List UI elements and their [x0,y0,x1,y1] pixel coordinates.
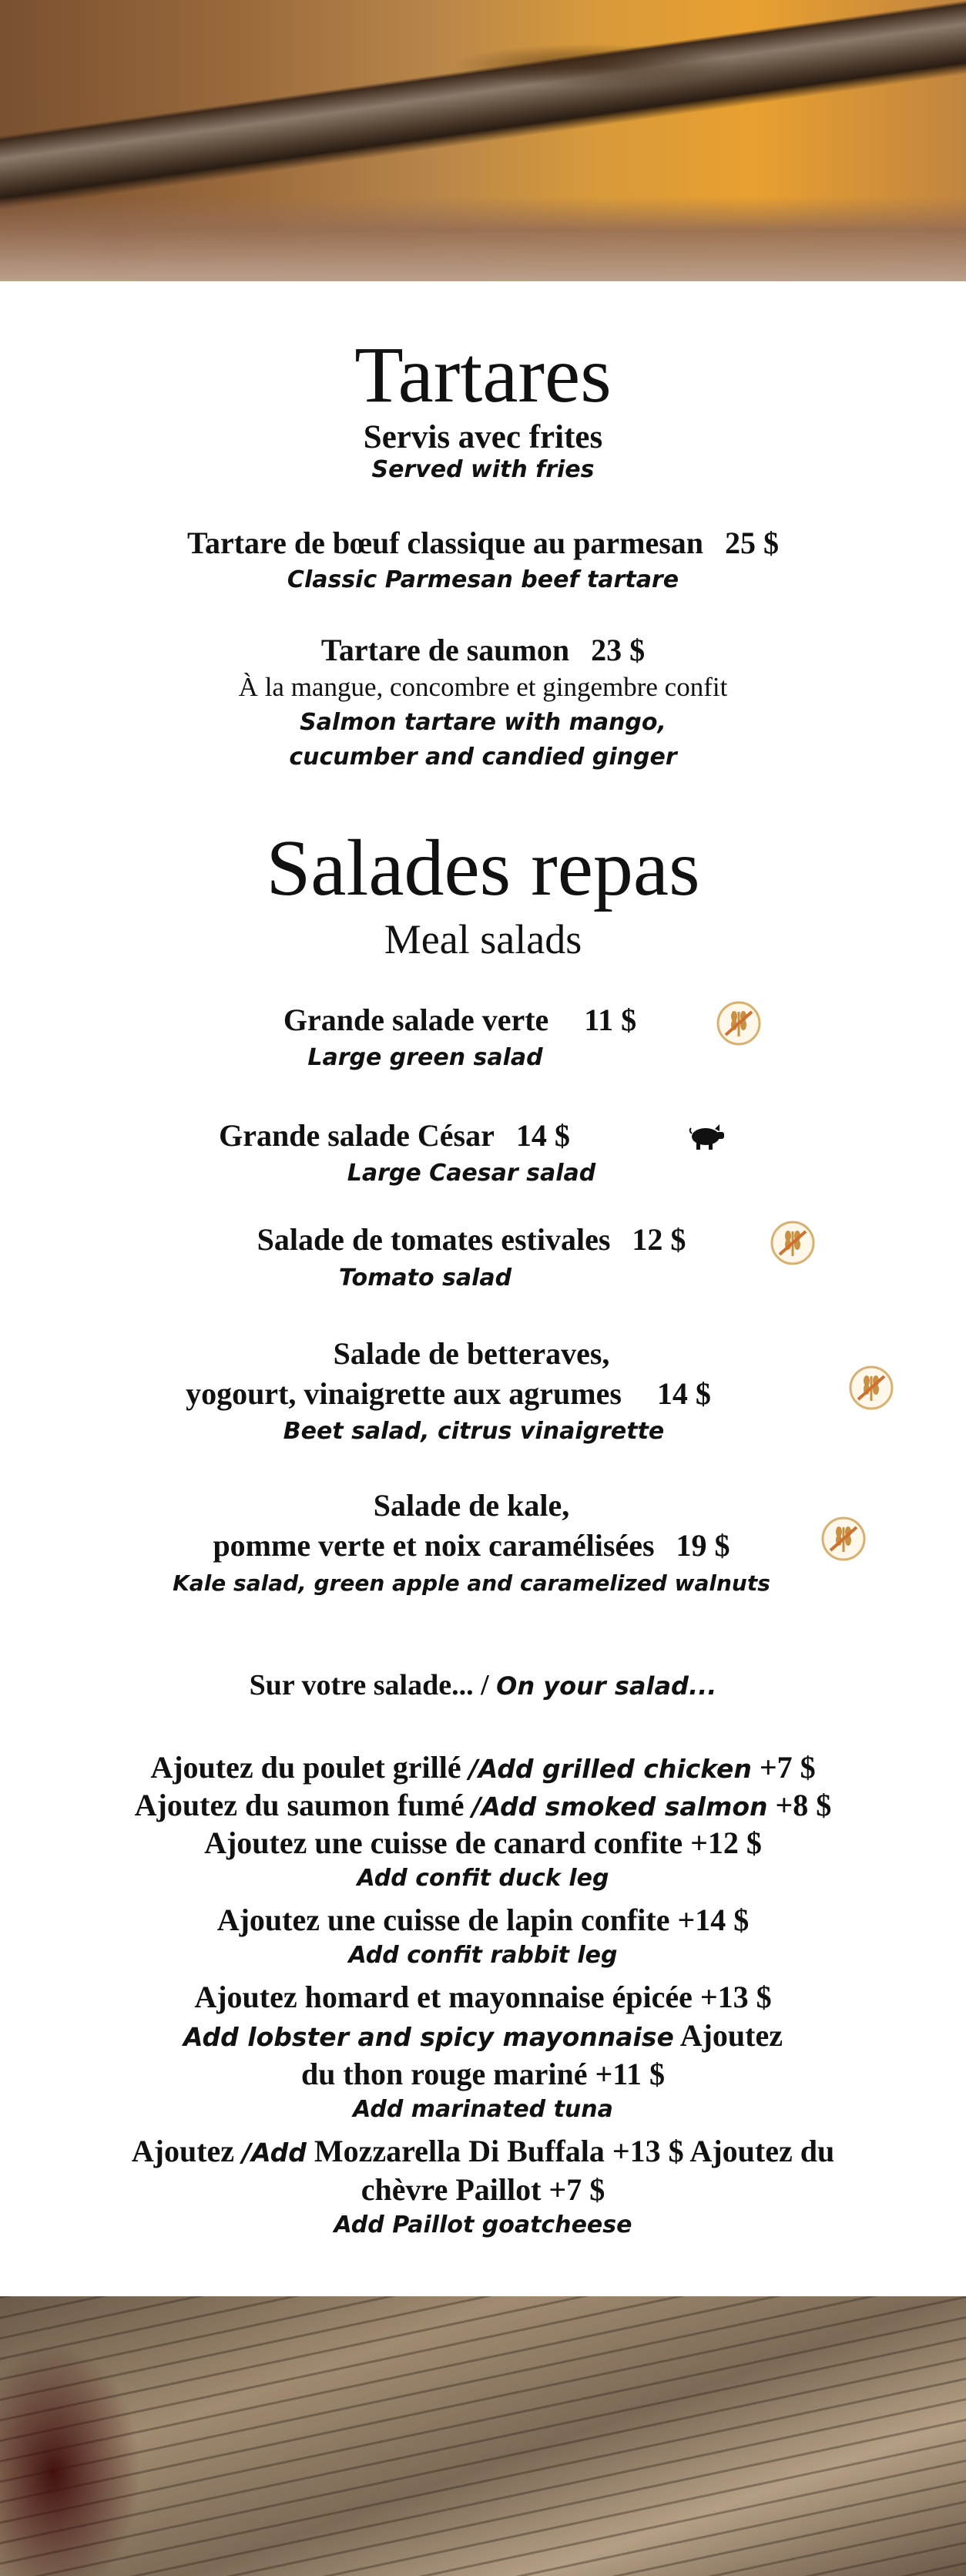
addon-mozzarella [0,2133,966,2169]
menu-item-beet-salad [0,1375,931,1412]
menu-item-beef-tartare [0,525,966,561]
menu-item-kale-salad-line1: Salade de kale, [373,1488,570,1523]
menu-item-caesar-salad [0,1117,877,1154]
item-price: 25 $ [725,526,780,560]
addon-text-en: /Add smoked salmon [471,1792,768,1822]
addon-paillot-fr: chèvre Paillot +7 $ [361,2172,605,2207]
item-name-en: Classic Parmesan beef tartare [287,566,679,593]
section-title-salades: Salades repas [266,824,700,912]
item-name-fr: Tartare de bœuf classique au parmesan [186,526,704,560]
gluten-free-icon [715,999,763,1047]
tartares-subtitle-en: Served with fries [371,456,595,483]
addon-tuna-en: Add marinated tuna [353,2096,613,2123]
item-price: 14 $ [515,1118,570,1153]
addons-heading-en: On your salad... [496,1671,717,1701]
item-description-en-1: Salmon tartare with mango, [300,709,666,736]
addon-tuna-fr-2: du thon rouge mariné +11 $ [300,2057,666,2091]
addon-mozza-en: /Add [242,2138,307,2168]
gluten-free-icon [820,1515,867,1563]
item-price: 12 $ [632,1222,686,1257]
addon-text-fr: Ajoutez du saumon fumé [134,1788,465,1822]
section-title-tartares: Tartares [354,331,612,419]
addon-tuna-fr-1: Ajoutez [679,2018,783,2053]
addon-chicken [0,1749,966,1785]
item-description-fr: À la mangue, concombre et gingembre confit [238,672,728,702]
addon-duck-fr: Ajoutez une cuisse de canard confite +12 $ [204,1825,762,1860]
addon-paillot-en: Add Paillot goatcheese [334,2212,632,2238]
menu-item-green-salad [0,1002,943,1038]
item-name-en: Large green salad [307,1044,543,1071]
item-name-en: Large Caesar salad [347,1160,596,1187]
tartares-subtitle-fr: Servis avec frites [363,419,603,455]
menu-item-beet-salad-line1: Salade de betteraves, [333,1336,610,1371]
addon-rabbit-fr: Ajoutez une cuisse de lapin confite +14 $ [216,1903,750,1937]
item-price: 19 $ [676,1528,730,1563]
addon-price: +8 $ [775,1788,832,1822]
addon-mozza-fr-1: Ajoutez [131,2134,235,2168]
top-wood-photo [0,0,966,281]
salades-subtitle: Meal salads [384,916,582,962]
pork-icon [687,1121,727,1152]
bottom-wood-photo [0,2296,966,2576]
gluten-free-icon [769,1219,817,1267]
addons-heading-fr: Sur votre salade... / [249,1669,489,1701]
gluten-free-icon [847,1364,895,1412]
addon-text-en: /Add grilled chicken [468,1754,752,1784]
item-name-en: Tomato salad [338,1264,512,1291]
addon-lobster-en: Add lobster and spicy mayonnaise [183,2022,674,2052]
menu-item-salmon-tartare [0,632,966,668]
item-price: 14 $ [656,1376,711,1411]
addon-text-fr: Ajoutez du poulet grillé [150,1750,461,1785]
item-price: 11 $ [584,1003,637,1037]
addon-mozza-fr-2: Mozzarella Di Buffala +13 $ Ajoutez du [314,2134,835,2168]
item-name-fr: Grande salade César [219,1118,495,1153]
item-name-fr: yogourt, vinaigrette aux agrumes [186,1376,622,1411]
item-name-fr: Tartare de saumon [320,633,570,667]
addon-lobster-tuna [0,2017,966,2054]
addon-salmon [0,1787,966,1823]
item-price: 23 $ [591,633,646,667]
item-name-fr: Salade de tomates estivales [257,1222,611,1257]
menu-item-kale-salad [0,1527,954,1563]
item-description-en-2: cucumber and candied ginger [289,744,677,771]
addon-price: +7 $ [759,1750,816,1785]
menu-page [0,281,966,2296]
item-name-fr: pomme verte et noix caramélisées [213,1528,655,1563]
addon-duck-en: Add confit duck leg [357,1865,609,1892]
item-name-fr: Grande salade verte [283,1003,549,1037]
addons-heading [0,1668,966,1702]
addon-rabbit-en: Add confit rabbit leg [348,1942,618,1969]
item-name-en: Beet salad, citrus vinaigrette [283,1418,665,1445]
item-name-en: Kale salad, green apple and caramelized walnuts [173,1570,770,1596]
addon-lobster-fr: Ajoutez homard et mayonnaise épicée +13 $ [194,1980,772,2014]
